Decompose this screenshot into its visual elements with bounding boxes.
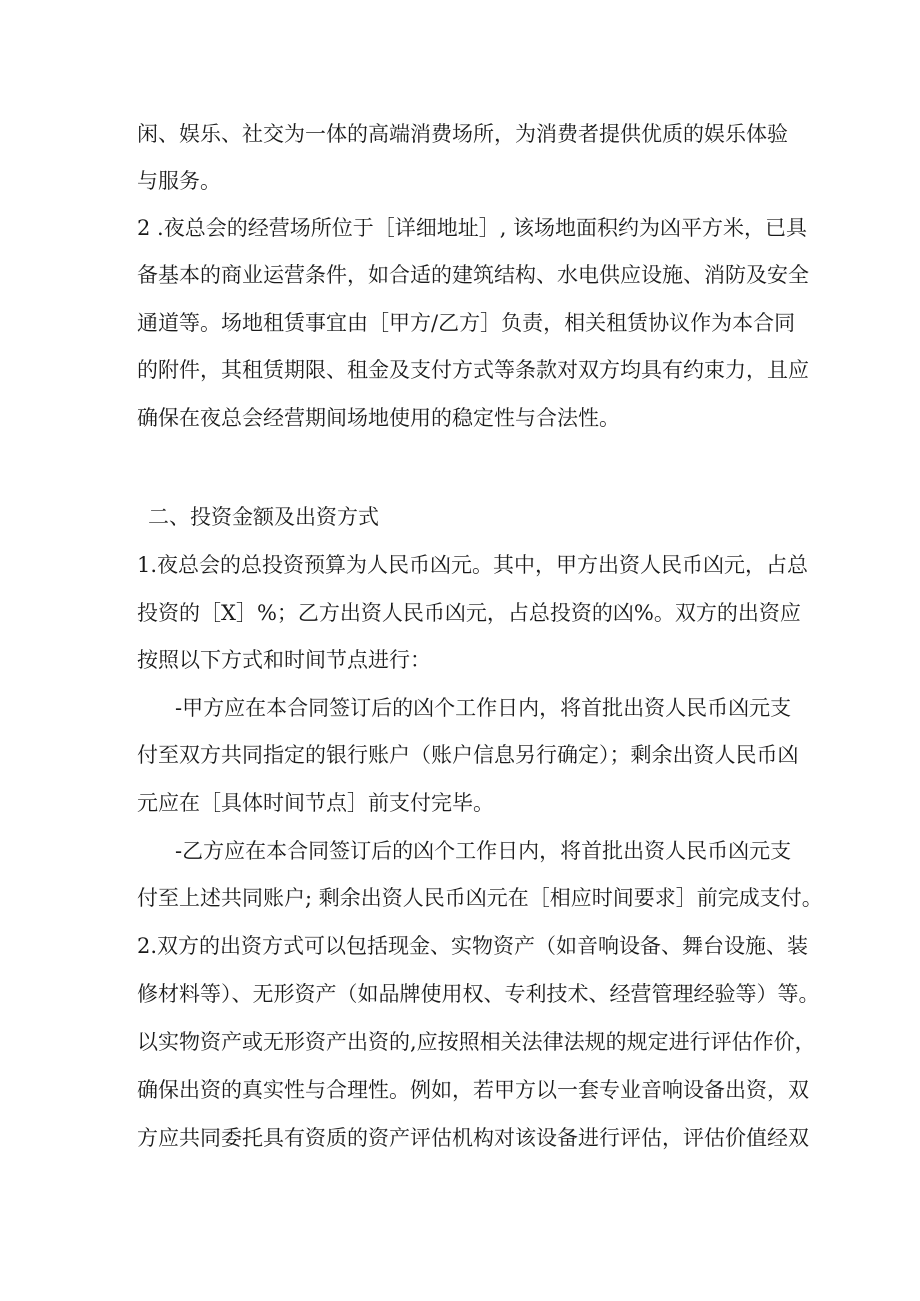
paragraph-line: -甲方应在本合同签订后的凶个工作日内，将首批出资人民币凶元支 [175,696,792,720]
paragraph-line: 备基本的商业运营条件，如合适的建筑结构、水电供应设施、消防及安全 [137,263,809,287]
paragraph-line: 付至双方共同指定的银行账户（账户信息另行确定）；剩余出资人民币凶 [137,743,799,767]
paragraph-line: 付至上述共同账户; 剩余出资人民币凶元在［相应时间要求］前完成支付。 [137,886,823,910]
paragraph-line: 1.夜总会的总投资预算为人民币凶元。其中，甲方出资人民币凶元，占总 [137,553,809,577]
paragraph-line: 2.双方的出资方式可以包括现金、实物资产（如音响设备、舞台设施、装 [137,934,809,958]
paragraph-line: -乙方应在本合同签订后的凶个工作日内，将首批出资人民币凶元支 [175,839,792,863]
paragraph-line: 元应在［具体时间节点］前支付完毕。 [137,791,494,815]
section-heading: 二、投资金额及出资方式 [148,505,379,529]
paragraph-line: 2 .夜总会的经营场所位于［详细地址］, 该场地面积约为凶平方米，已具 [137,216,808,240]
paragraph-line: 的附件，其租赁期限、租金及支付方式等条款对双方均具有约束力，且应 [137,358,809,382]
paragraph-line: 确保出资的真实性与合理性。例如，若甲方以一套专业音响设备出资，双 [137,1078,809,1102]
paragraph-line: 以实物资产或无形资产出资的,应按照相关法律法规的规定进行评估作价， [137,1030,816,1054]
paragraph-line: 按照以下方式和时间节点进行： [137,648,431,672]
paragraph-line: 闲、娱乐、社交为一体的高端消费场所，为消费者提供优质的娱乐体验 [137,122,788,146]
paragraph-line: 修材料等）、无形资产（如品牌使用权、专利技术、经营管理经验等）等。 [137,982,820,1006]
paragraph-line: 确保在夜总会经营期间场地使用的稳定性与合法性。 [137,406,620,430]
paragraph-line: 投资的［X］%；乙方出资人民币凶元，占总投资的凶%。双方的出资应 [137,601,801,625]
paragraph-line: 与服务。 [137,169,221,193]
paragraph-line: 通道等。场地租赁事宜由［甲方/乙方］负责，相关租赁协议作为本合同 [137,311,796,335]
paragraph-line: 方应共同委托具有资质的资产评估机构对该设备进行评估，评估价值经双 [137,1126,809,1150]
